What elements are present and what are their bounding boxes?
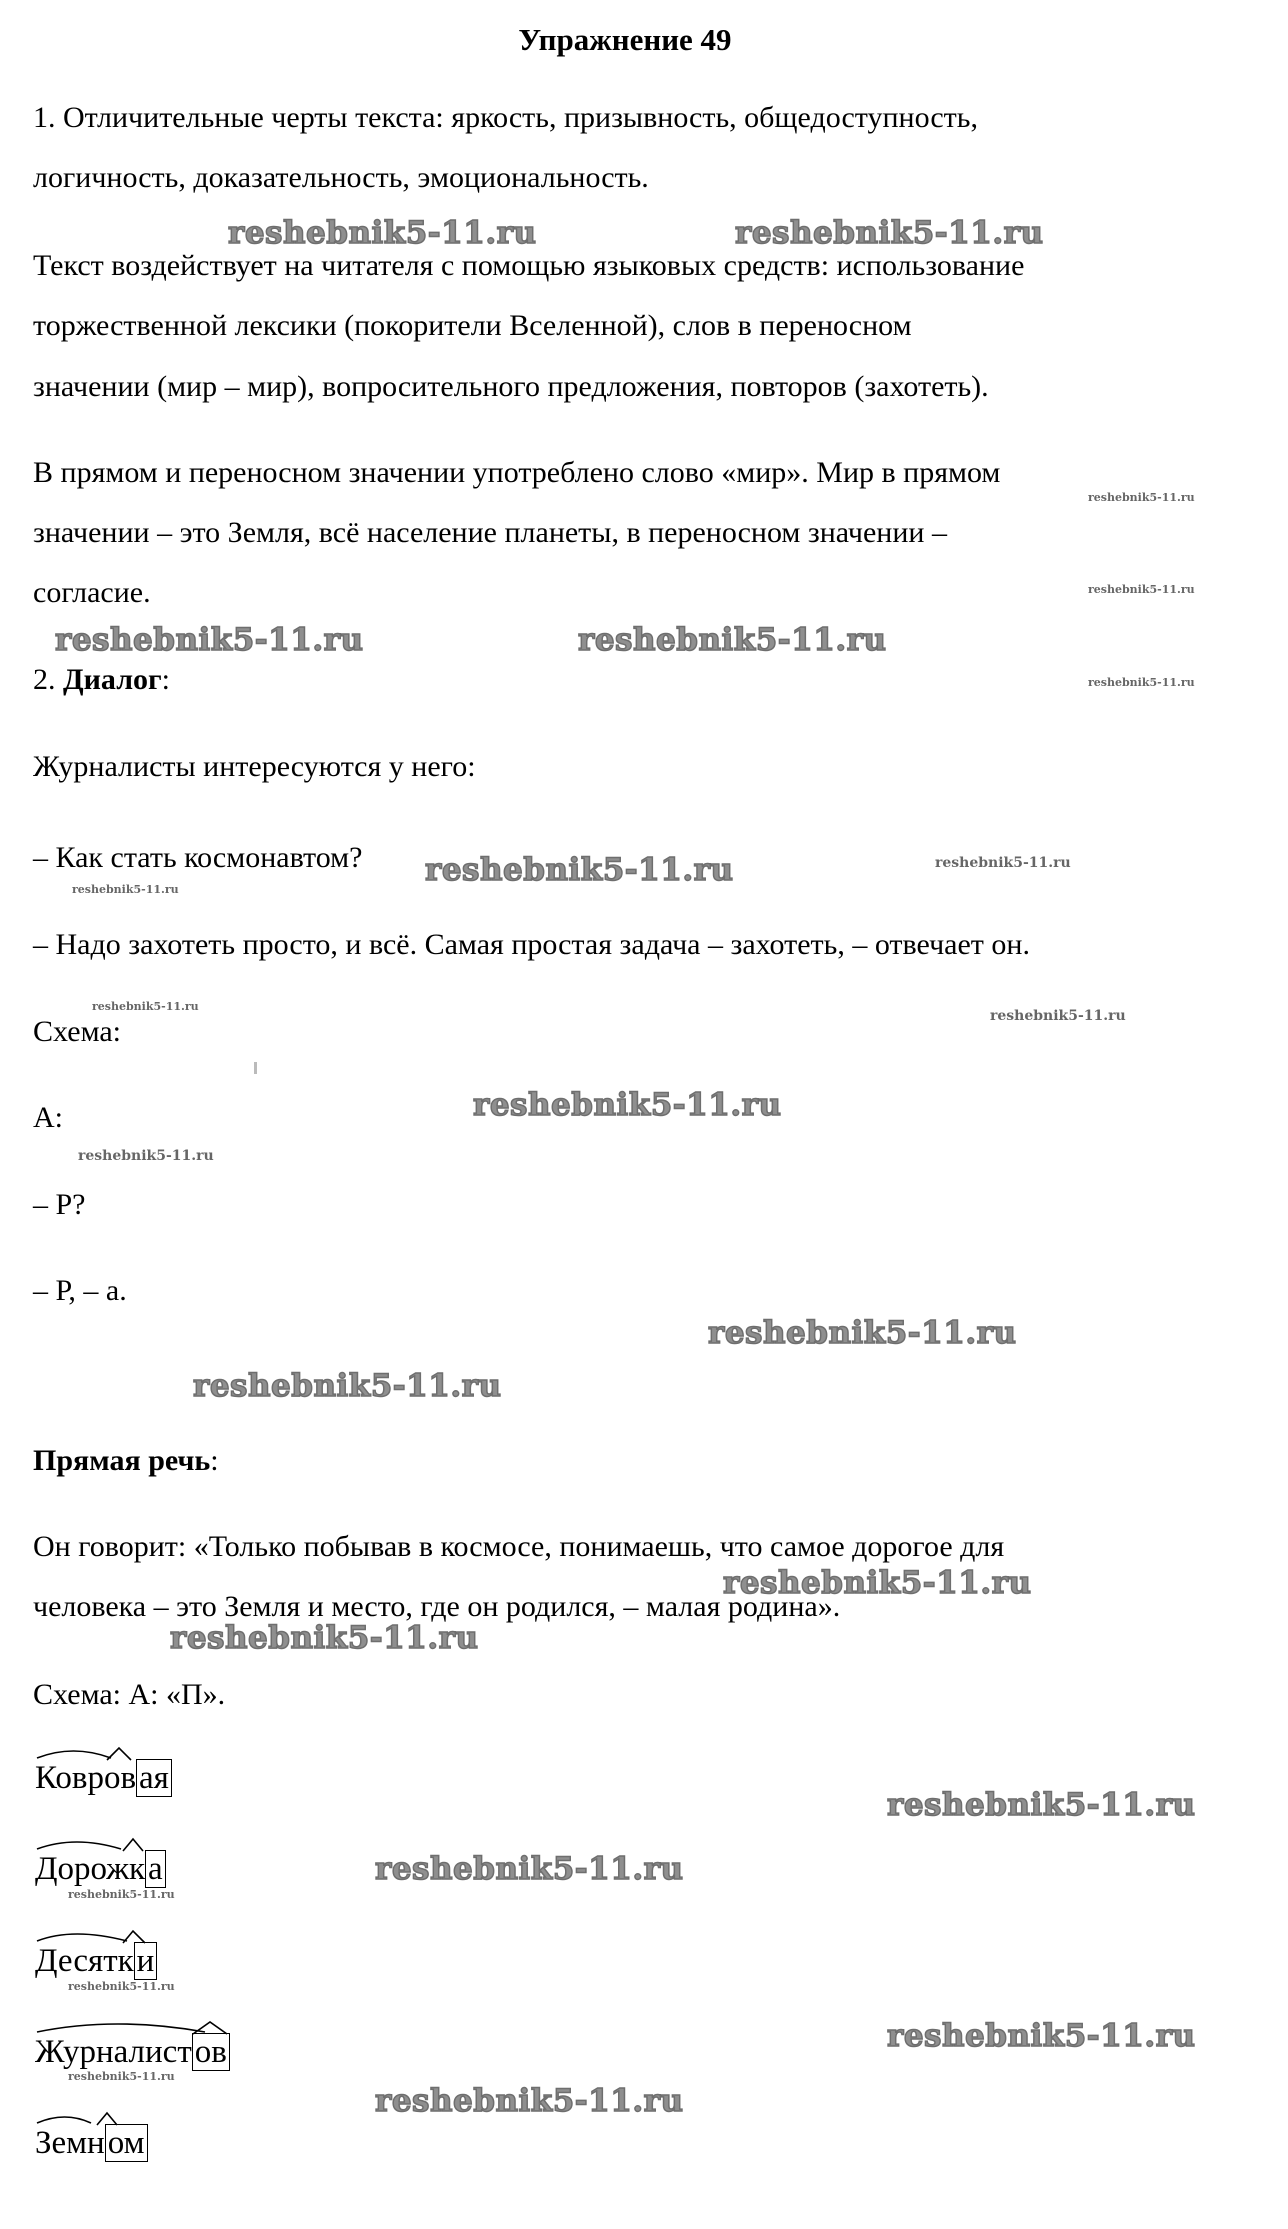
watermark: reshebnik5-11.ru (375, 2083, 684, 2119)
word-stem: Ковров (35, 1760, 137, 1796)
watermark: reshebnik5-11.ru (887, 1787, 1196, 1823)
word-ending: ом (105, 2124, 148, 2162)
dialog-line: – Как стать космонавтом? (33, 841, 363, 874)
word-analysis (35, 2127, 148, 2160)
watermark: reshebnik5-11.ru (1088, 583, 1195, 596)
text-line: Он говорит: «Только побывав в космосе, понимаешь, что самое дорогое для (33, 1530, 1005, 1563)
watermark: reshebnik5-11.ru (68, 1980, 175, 1993)
morpheme-marks (35, 2020, 295, 2060)
word-ending: ая (136, 1759, 172, 1797)
morpheme-marks (35, 1929, 235, 1969)
watermark: reshebnik5-11.ru (1088, 676, 1195, 689)
text-line: логичность, доказательность, эмоциональность. (33, 161, 649, 194)
text-line: значении – это Земля, всё население планеты, в переносном значении – (33, 516, 947, 549)
heading-colon: : (210, 1444, 219, 1477)
watermark: reshebnik5-11.ru (68, 2070, 175, 2083)
word-analysis (35, 1945, 157, 1978)
text-line: человека – это Земля и место, где он родился, – малая родина». (33, 1590, 841, 1623)
dialog-line: – Надо захотеть просто, и всё. Самая простая задача – захотеть, – отвечает он. (33, 928, 1030, 961)
watermark: reshebnik5-11.ru (92, 1000, 199, 1013)
watermark: reshebnik5-11.ru (425, 852, 734, 888)
watermark: reshebnik5-11.ru (1088, 491, 1195, 504)
watermark: reshebnik5-11.ru (193, 1368, 502, 1404)
watermark: reshebnik5-11.ru (990, 1008, 1126, 1024)
word-analysis (35, 1853, 166, 1886)
word-ending: и (134, 1942, 158, 1980)
section-heading-direct-speech (33, 1446, 219, 1476)
watermark: reshebnik5-11.ru (887, 2018, 1196, 2054)
scan-mark (254, 1062, 257, 1074)
heading-label: Диалог (63, 663, 162, 696)
word-stem: Дорожк (35, 1851, 146, 1887)
schema-line: А: (33, 1101, 63, 1134)
text-line: Журналисты интересуются у него: (33, 750, 476, 783)
watermark: reshebnik5-11.ru (228, 215, 537, 251)
watermark: reshebnik5-11.ru (55, 622, 364, 658)
watermark: reshebnik5-11.ru (578, 622, 887, 658)
section-heading-dialog (33, 665, 170, 695)
heading-colon: : (161, 663, 170, 696)
word-stem: Земн (35, 2125, 105, 2161)
word-ending: а (145, 1850, 166, 1888)
schema-line: – Р, – а. (33, 1274, 127, 1307)
watermark: reshebnik5-11.ru (708, 1315, 1017, 1351)
watermark: reshebnik5-11.ru (72, 883, 179, 896)
morpheme-marks (35, 2111, 235, 2151)
heading-label: Прямая речь (33, 1444, 211, 1477)
watermark: reshebnik5-11.ru (735, 215, 1044, 251)
watermark: reshebnik5-11.ru (375, 1851, 684, 1887)
watermark: reshebnik5-11.ru (68, 1888, 175, 1901)
page-title: Упражнение 49 (518, 22, 732, 57)
text-line: Текст воздействует на читателя с помощью языковых средств: использование (33, 249, 1025, 282)
morpheme-marks (35, 1837, 235, 1877)
text-line: В прямом и переносном значении употреблено слово «мир». Мир в прямом (33, 456, 1001, 489)
word-analysis (35, 1762, 172, 1795)
text-line: 1. Отличительные черты текста: яркость, призывность, общедоступность, (33, 101, 978, 134)
text-line: значении (мир – мир), вопросительного предложения, повторов (захотеть). (33, 370, 989, 403)
word-stem: Десятк (35, 1943, 134, 1979)
morpheme-marks (35, 1746, 235, 1786)
watermark: reshebnik5-11.ru (473, 1087, 782, 1123)
text-line: согласие. (33, 576, 151, 609)
watermark: reshebnik5-11.ru (935, 855, 1071, 871)
watermark: reshebnik5-11.ru (170, 1620, 479, 1656)
heading-number: 2. (33, 663, 63, 696)
watermark: reshebnik5-11.ru (78, 1148, 214, 1164)
word-stem: Журналист (35, 2034, 192, 2070)
schema-line: Схема: А: «П». (33, 1678, 226, 1711)
schema-line: – Р? (33, 1188, 86, 1221)
word-analysis (35, 2036, 230, 2069)
schema-label: Схема: (33, 1015, 122, 1048)
text-line: торжественной лексики (покорители Вселенной), слов в переносном (33, 309, 912, 342)
watermark: reshebnik5-11.ru (723, 1565, 1032, 1601)
word-ending: ов (192, 2033, 230, 2071)
